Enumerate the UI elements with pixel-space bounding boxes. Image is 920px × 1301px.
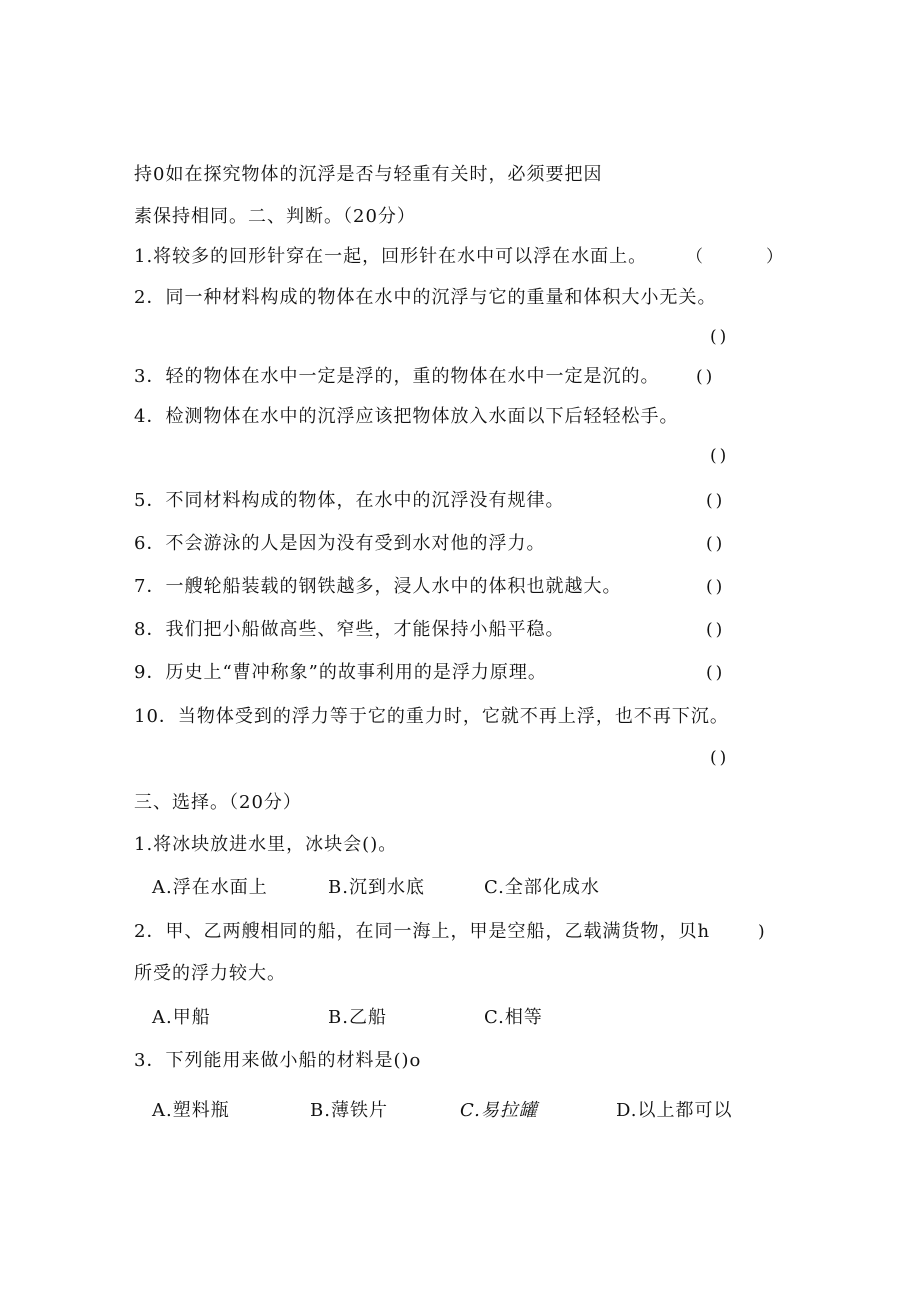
- judgment-item-3: 3．轻的物体在水中一定是浮的，重的物体在水中一定是沉的。: [134, 366, 660, 387]
- judgment-answer-blank-6[interactable]: (): [706, 534, 726, 554]
- choice-question-3: 3．下列能用来做小船的材料是()o: [134, 1050, 422, 1071]
- section-judgment-heading: 素保持相同。二、判断。（20分）: [134, 206, 416, 227]
- judgment-item-6: 6．不会游泳的人是因为没有受到水对他的浮力。: [134, 533, 546, 554]
- judgment-item-7: 7．一艘轮船装载的钢铁越多，浸人水中的体积也就越大。: [134, 576, 622, 597]
- judgment-answer-blank-3[interactable]: (): [696, 367, 716, 387]
- judgment-item-8: 8．我们把小船做高些、窄些，才能保持小船平稳。: [134, 619, 565, 640]
- choice-2-option-c[interactable]: C.相等: [484, 1007, 543, 1028]
- choice-question-1: 1.将冰块放进水里，冰块会()。: [134, 834, 398, 855]
- judgment-item-10: 10．当物体受到的浮力等于它的重力时，它就不再上浮，也不再下沉。: [134, 706, 729, 727]
- judgment-answer-blank-5[interactable]: (): [706, 491, 726, 511]
- choice-2-answer-blank[interactable]: ): [758, 922, 768, 942]
- section-choice-heading: 三、选择。（20分）: [134, 792, 302, 813]
- judgment-answer-blank-8[interactable]: (): [706, 620, 726, 640]
- choice-3-option-a[interactable]: A.塑料瓶: [152, 1100, 230, 1121]
- choice-2-option-a[interactable]: A.甲船: [152, 1007, 211, 1028]
- choice-1-option-a[interactable]: A.浮在水面上: [152, 877, 268, 898]
- judgment-item-5: 5．不同材料构成的物体，在水中的沉浮没有规律。: [134, 490, 565, 511]
- choice-3-option-c[interactable]: C.易拉罐: [460, 1100, 538, 1121]
- judgment-item-2: 2．同一种材料构成的物体在水中的沉浮与它的重量和体积大小无关。: [134, 287, 717, 308]
- judgment-answer-blank-2[interactable]: (): [710, 327, 730, 347]
- judgment-item-9: 9．历史上“曹冲称象”的故事利用的是浮力原理。: [134, 662, 547, 683]
- judgment-answer-blank-9[interactable]: (): [706, 663, 726, 683]
- choice-3-option-d[interactable]: D.以上都可以: [616, 1100, 733, 1121]
- choice-3-option-b[interactable]: B.薄铁片: [310, 1100, 388, 1121]
- judgment-answer-blank-10[interactable]: (): [710, 748, 730, 768]
- judgment-item-4: 4．检测物体在水中的沉浮应该把物体放入水面以下后轻轻松手。: [134, 406, 679, 427]
- judgment-answer-blank-7[interactable]: (): [706, 577, 726, 597]
- choice-1-option-b[interactable]: B.沉到水底: [328, 877, 425, 898]
- choice-1-option-c[interactable]: C.全部化成水: [484, 877, 600, 898]
- choice-question-2: 2．甲、乙两艘相同的船，在同一海上，甲是空船，乙载满货物，贝h: [134, 921, 711, 942]
- judgment-answer-blank-1[interactable]: （ ）: [686, 247, 786, 267]
- choice-question-2-continued: 所受的浮力较大。: [134, 963, 286, 984]
- judgment-answer-blank-4[interactable]: (): [710, 446, 730, 466]
- judgment-item-1: 1.将较多的回形针穿在一起，回形针在水中可以浮在水面上。: [134, 246, 648, 267]
- choice-2-option-b[interactable]: B.乙船: [328, 1007, 387, 1028]
- intro-line-1: 持0如在探究物体的沉浮是否与轻重有关时，必须要把因: [134, 164, 603, 185]
